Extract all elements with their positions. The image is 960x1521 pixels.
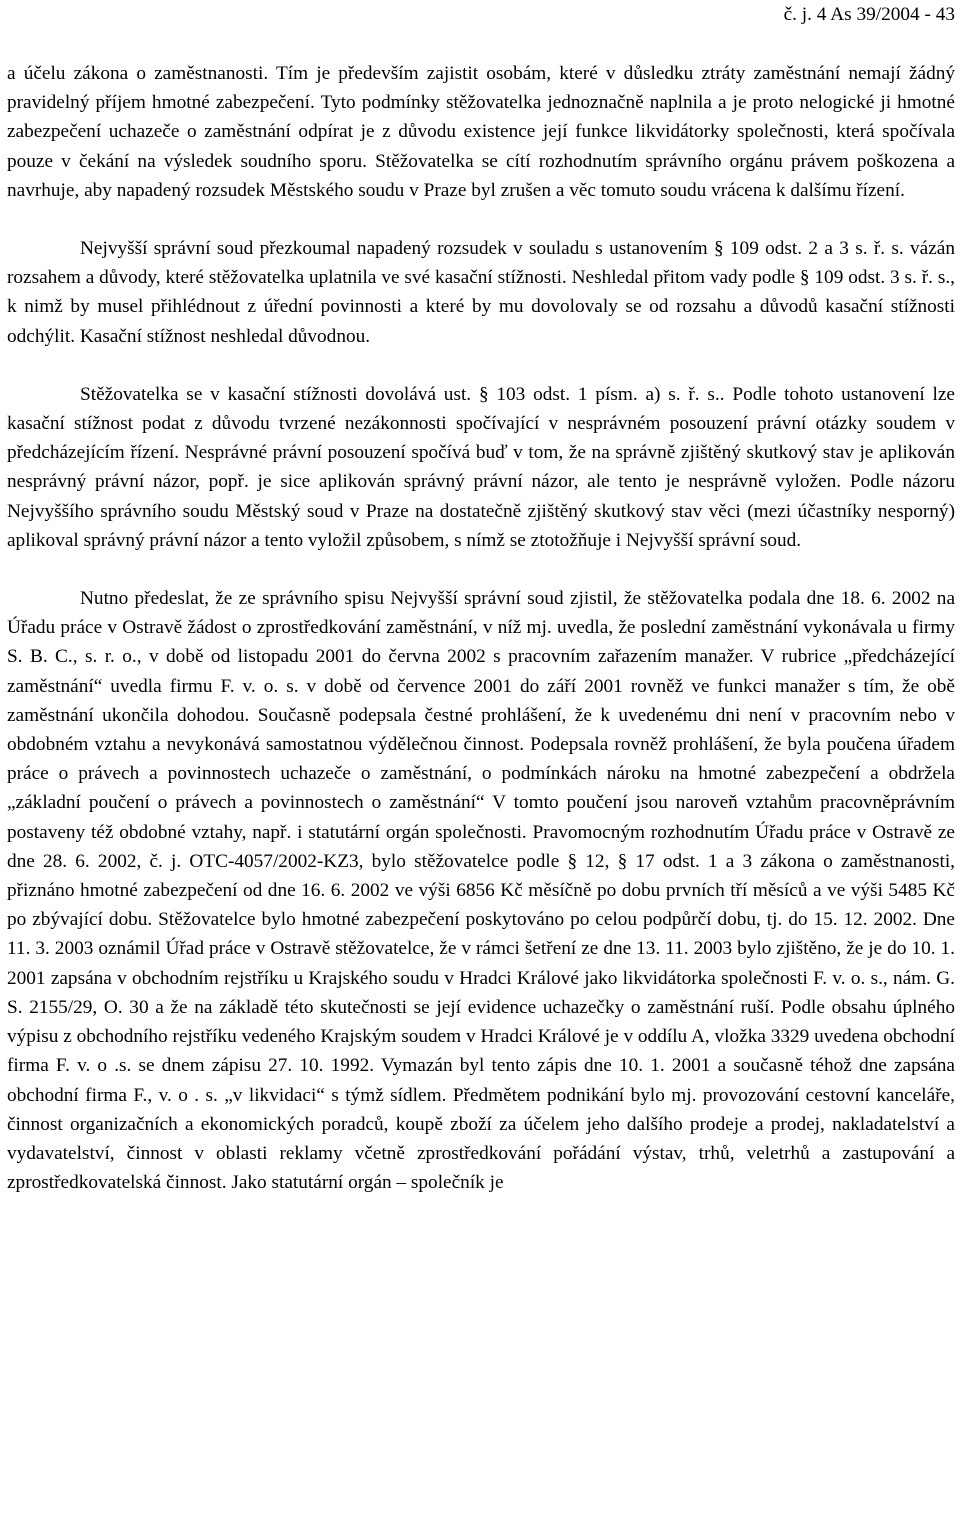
paragraph-2: Nejvyšší správní soud přezkoumal napadený rozsudek v souladu s ustanovením § 109 odst. 2 a 3 s. ř. s. vázán rozsahem a důvody, které stěžovatelka uplatnila ve své kasační stížnosti. Neshledal přitom vady podle § 109 odst. 3 s. ř. s., k nimž by musel přihlédnout z úřední povinnosti a které by mu dovolovaly se od rozsahu a důvodů kasační stížnosti odchýlit. Kasační stížnost neshledal důvodnou.	[7, 238, 955, 347]
case-reference: č. j. 4 As 39/2004 - 43	[783, 4, 955, 25]
paragraph-3: Stěžovatelka se v kasační stížnosti dovolává ust. § 103 odst. 1 písm. a) s. ř. s.. Podle tohoto ustanovení lze kasační stížnost podat z důvodu tvrzené nezákonnosti spočívající v nesprávném posouzení právní otázky soudem v předcházejícím řízení. Nesprávné právní posouzení spočívá buď v tom, že na správně zjištěný skutkový stav je aplikován nesprávný právní názor, popř. je sice aplikován správný právní názor, ale tento je nesprávně vyložen. Podle názoru Nejvyššího správního soudu Městský soud v Praze na dostatečně zjištěný skutkový stav věci (mezi účastníky nesporný) aplikoval správný právní názor a tento vyložil způsobem, s nímž se ztotožňuje i Nejvyšší správní soud.	[7, 383, 955, 551]
paragraph-1: a účelu zákona o zaměstnanosti. Tím je především zajistit osobám, které v důsledku ztráty zaměstnání nemají žádný pravidelný příjem hmotné zabezpečení. Tyto podmínky stěžovatelka jednoznačně naplnila a je proto nelogické ji hmotné zabezpečení uchazeče o zaměstnání odpírat je z důvodu existence její funkce likvidátorky společnosti, která spočívala pouze v čekání na výsledek soudního sporu. Stěžovatelka se cítí rozhodnutím správního orgánu právem poškozena a navrhuje, aby napadený rozsudek Městského soudu v Praze byl zrušen a věc tomuto soudu vrácena k dalšímu řízení.	[7, 63, 955, 201]
paragraph-4: Nutno předeslat, že ze správního spisu Nejvyšší správní soud zjistil, že stěžovatelka podala dne 18. 6. 2002 na Úřadu práce v Ostravě žádost o zprostředkování zaměstnání, v níž mj. uvedla, že poslední zaměstnání vykonávala u firmy S. B. C., s. r. o., v době od listopadu 2001 do června 2002 s pracovním zařazením manažer. V rubrice „předcházející zaměstnání“ uvedla firmu F. v. o. s. v době od července 2001 do září 2001 rovněž ve funkci manažer s tím, že obě zaměstnání ukončila dohodou. Současně podepsala čestné prohlášení, že k uvedenému dni není v pracovním nebo v obdobném vztahu a nevykonává samostatnou výdělečnou činnost. Podepsala rovněž prohlášení, že byla poučena úřadem práce o právech a povinnostech uchazeče o zaměstnání, o podmínkách nároku na hmotné zabezpečení a obdržela „základní poučení o právech a povinnostech o zaměstnání“ V tomto poučení jsou naroveň vztahům pracovněprávním postaveny též obdobné vztahy, např. i statutární orgán společnosti. Pravomocným rozhodnutím Úřadu práce v Ostravě ze dne 28. 6. 2002, č. j. OTC-4057/2002-KZ3, bylo stěžovatelce podle § 12, § 17 odst. 1 a 3 zákona o zaměstnanosti, přiznáno hmotné zabezpečení od dne 16. 6. 2002 ve výši 6856 Kč měsíčně po dobu prvních tří měsíců a ve výši 5485 Kč po zbývající dobu. Stěžovatelce bylo hmotné zabezpečení poskytováno po celou podpůrčí dobu, tj. do 15. 12. 2002. Dne 11. 3. 2003 oznámil Úřad práce v Ostravě stěžovatelce, že v rámci šetření ze dne 13. 11. 2003 bylo zjištěno, že je do 10. 1. 2001 zapsána v obchodním rejstříku u Krajského soudu v Hradci Králové jako likvidátorka společnosti F. v. o. s., nám. G. S. 2155/29, O. 30 a že na základě této skutečnosti se její evidence uchazečky o zaměstnání ruší. Podle obsahu úplného výpisu z obchodního rejstříku vedeného Krajským soudem v Hradci Králové je v oddílu A, vložka 3329 uvedena obchodní firma F. v. o .s. se dnem zápisu 27. 10. 1992. Vymazán byl tento zápis dne 10. 1. 2001 a současně téhož dne zapsána obchodní firma F., v. o . s. „v likvidaci“ s týmž sídlem. Předmětem podnikání bylo mj. provozování cestovní kanceláře, činnost organizačních a ekonomických poradců, koupě zboží za účelem jeho dalšího prodeje a prodej, nakladatelství a vydavatelství, činnost v oblasti reklamy včetně zprostředkování pořádání výstav, trhů, veletrhů a zastupování a zprostředkovatelská činnost. Jako statutární orgán – společník je	[7, 588, 955, 1194]
document-page	[7, 0, 955, 1197]
